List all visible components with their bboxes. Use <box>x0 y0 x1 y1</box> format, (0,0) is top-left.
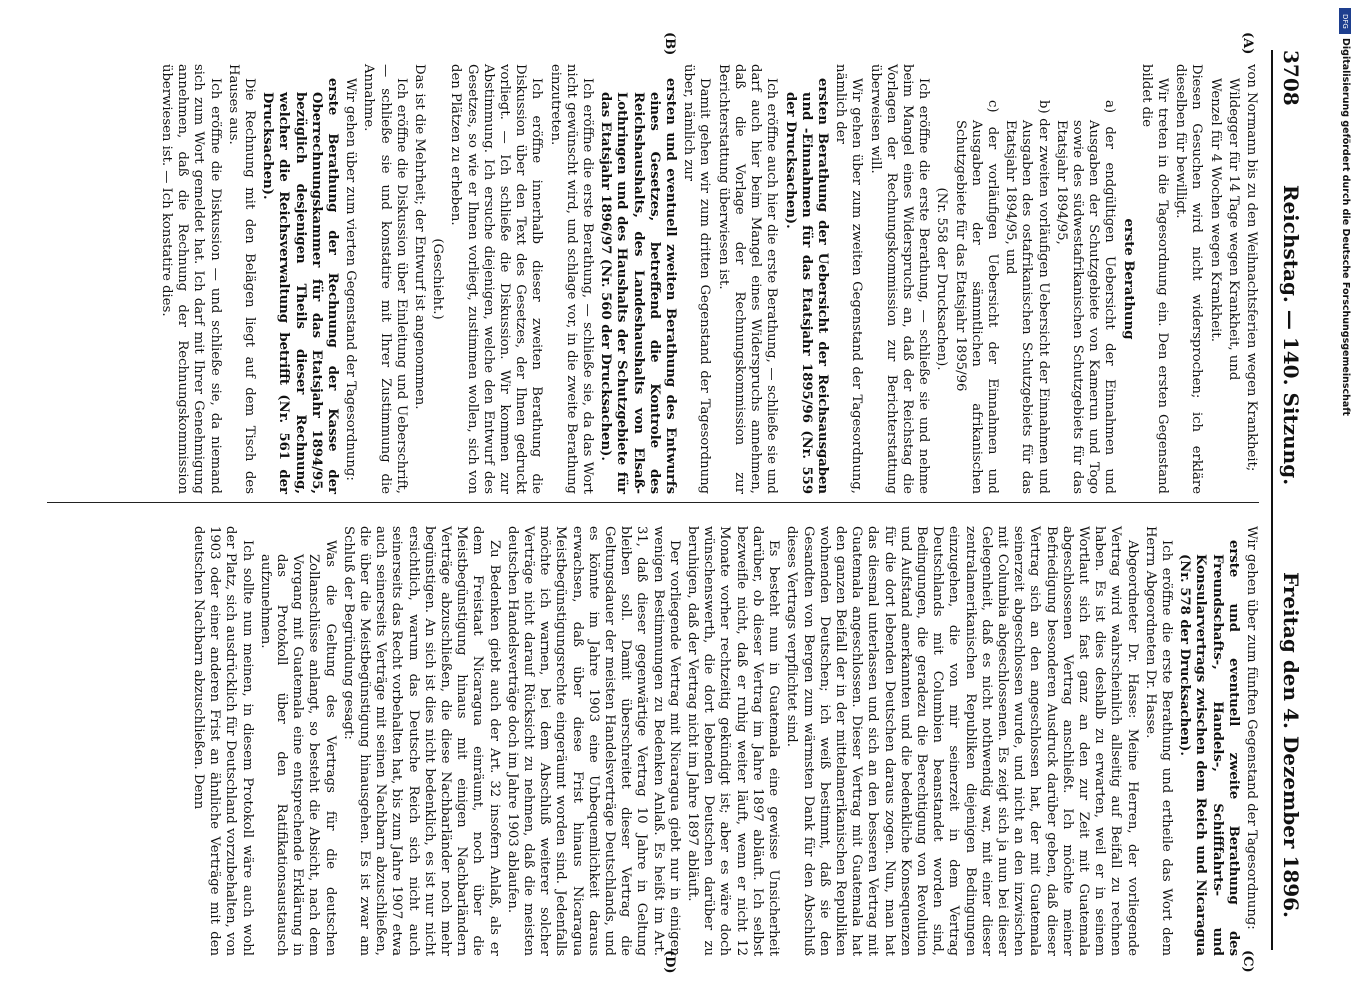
digitization-credit <box>1338 8 1352 992</box>
margin-mark-d: (D) <box>661 950 677 974</box>
paragraph: (Geschieht.) <box>429 238 445 320</box>
margin-mark-a: (A) <box>1239 32 1255 55</box>
paragraph: Ich eröffne die Diskussion — und schließe sie, da niemand sich zum Wort gemeldet hat. Ich darf mit Ihrer Genehmigung annehmen, daß die Rechnung der Rechnungskommission überwiesen ist. — Ich konstatire dies. <box>158 64 223 494</box>
document-page <box>17 20 1337 980</box>
agenda-heading: ersten und eventuell zweiten Berathung des Entwurfs eines Gesetzes, betreffend die Kontrole des Reichshaushalts, des Landeshaushalts von Elsaß-Lothringen und des Haushalts der Schutzgebiete für das Etatsjahr 1896/97 (Nr. 560 der Drucksachen). <box>597 78 678 494</box>
agenda-heading: erste Berathung der Rechnung der Kasse der Oberrechnungskammer für das Etatsjahr 1894/95, bezüglich desjenigen Theils dieser Rechnung, welcher die Reichsverwaltung betrifft (Nr. 561 der Drucksachen). <box>259 78 340 494</box>
paragraph: Ich eröffne die erste Berathung, — schließe sie und nehme beim Mangel eines Widerspruchs an, daß der Reichstag die Vorlagen der Rechnungskommission zur Berichterstattung überweisen will. <box>867 64 931 494</box>
paragraph: Ich sollte nun meinen, in diesem Protokoll wäre auch wohl der Platz, sich ausdrücklich für Deutschland vorzubehalten, von 1903 oder einer anderen Frist an ähnliche Verträge mit den deutschen Nachbarn abzuschließen. Denn <box>190 526 255 956</box>
margin-mark-c: (C) <box>1239 950 1255 973</box>
paragraph: Der vorliegende Vertrag mit Nicaragua giebt nur in einigen wenigen Bestimmungen zu Bedenken Anlaß. Es heißt im Art. 31, daß dieser gegenwärtige Vertrag 10 Jahre in Geltung bleiben soll. Damit überschreitet dieser Vertrag die Geltungsdauer der meisten Handelsverträge Deutschlands, und es könnte im Jahre 1903 eine Unbequemlichkeit daraus erwachsen, daß über diese Frist hinaus Nicaragua Meistbegünstigungsrechte eingeräumt worden sind. Jedenfalls möchte ich warnen, bei dem Abschluß weiterer solcher Verträge nicht darauf Rücksicht zu nehmen, daß die meisten deutschen Handelsverträge doch im Jahre 1903 ablaufen. <box>504 526 682 956</box>
agenda-item-a: a) der endgültigen Uebersicht der Einnahmen und Ausgaben der Schutzgebiete von Kamerun und Togo sowie des südwestafrikanischen Schutzgebiets für das Etatsjahr 1894/95, <box>1053 100 1117 494</box>
paragraph: Wir gehen über zum vierten Gegenstand der Tagesordnung: <box>342 78 358 481</box>
agenda-heading: erste und eventuell zweite Berathung des Freundschafts-, Handels-, Schifffahrts- und Konsularvertrags zwischen dem Reich und Nicaragua (Nr. 578 der Drucksachen). <box>1176 540 1241 956</box>
paragraph: von Normann bis zu den Weihnachtsferien wegen Krankheit; <box>1243 64 1259 472</box>
paragraph: Wenzel für 4 Wochen wegen Krankheit. <box>1207 78 1223 342</box>
agenda-heading: erste Berathung <box>1120 218 1136 340</box>
paragraph: Zu Bedenken giebt auch der Art. 32 insofern Anlaß, als er dem Freistaat Nicaragua einräumt, noch über die Meistbegünstigung hinaus mit einigen Nachbarländern Verträge abzuschließen, die diese Nachbarländer noch mehr begünstigen. An sich ist dies nicht bedenklich, es ist nur nicht ersichtlich, warum das Deutsche Reich sich nicht auch seinerseits das Recht vorbehalten hat, bis zum Jahre 1907 etwa auch seinerseits Verträge mit seinen Nachbarn abzuschließen, die über die Meistbegünstigung hinausgehen. Es ist zwar am Schluß der Begründung gesagt: <box>340 526 502 956</box>
header-right-date: Freitag den 4. Dezember 1896. <box>1278 571 1303 919</box>
credit-text: Digitalisierung gefördert durch die Deutsche Forschungsgemeinschaft <box>1340 38 1351 416</box>
page-header <box>1271 50 1319 950</box>
paragraph: Die Rechnung mit den Belägen liegt auf dem Tisch des Hauses aus. <box>225 64 257 494</box>
paragraph: Ich eröffne die erste Berathung und ertheile das Wort dem Herrn Abgeordneten Dr. Hasse. <box>1142 526 1174 956</box>
paragraph: Ich eröffne die Diskussion über Einleitung und Ueberschrift, — schließe sie und konstatire mit Ihrer Zustimmung die Annahme. <box>360 64 409 494</box>
page-number: 3708 <box>1278 50 1303 106</box>
paragraph: Es besteht nun in Guatemala eine gewisse Unsicherheit darüber, ob dieser Vertrag im Jahre 1897 abläuft. Ich selbst bezweifle nicht, daß er ruhig weiter läuft, wenn er nicht 12 Monate vorher rechtzeitig gekündigt ist; aber es wäre doch wünschenswerth, die dort lebenden Deutschen darüber zu beruhigen, daß der Vertrag nicht im Jahre 1897 abläuft. <box>684 526 781 956</box>
paragraph: Ich eröffne auch hier die erste Berathung, — schließe sie und darf auch hier beim Mangel eines Widerspruchs annehmen, daß die Vorlage der Rechnungskommission zur Berichterstattung überwiesen ist. <box>715 64 779 494</box>
paragraph: Ich eröffne innerhalb dieser zweiten Berathung die Diskussion über den Text des Gesetzes, der Ihnen gedruckt vorliegt. — Ich schließe die Diskussion. Wir kommen zur Abstimmung. Ich ersuche diejenigen, welche den Entwurf des Gesetzes, so wie er Ihnen vorliegt, zustimmen wollen, sich von den Plätzen zu erheben. <box>447 64 544 494</box>
paragraph: Wildegger für 14 Tage wegen Krankheit, und <box>1225 78 1241 381</box>
paragraph: Wir gehen über zum zweiten Gegenstand der Tagesordnung, nämlich der <box>832 64 864 494</box>
paragraph: (Nr. 558 der Drucksachen). <box>933 187 949 371</box>
agenda-item-c: c) der vorläufigen Uebersicht der Einnahmen und Ausgaben der sämmtlichen afrikanischen Schutzgebiete für das Etatsjahr 1895/96 <box>952 100 1000 494</box>
left-column <box>47 64 1259 494</box>
dfg-logo: DFG <box>1339 8 1351 34</box>
paragraph: Wir gehen über zum fünften Gegenstand der Tagesordnung: <box>1243 526 1259 930</box>
paragraph: Ich eröffne die erste Berathung, — schließe sie, da das Wort nicht gewünscht wird, und schlage vor, in die zweite Berathung einzutreten. <box>547 64 595 494</box>
margin-mark-b: (B) <box>661 32 677 56</box>
header-left-title: Reichstag. — 140. Sitzung. <box>1278 184 1303 486</box>
agenda-item-b: b) der zweiten vorläufigen Uebersicht der Einnahmen und Ausgaben des ostafrikanischen Schutzgebiets für das Etatsjahr 1894/95, und <box>1002 100 1051 494</box>
paragraph: Damit gehen wir zum dritten Gegenstand der Tagesordnung über, nämlich zur <box>680 64 712 494</box>
agenda-heading: ersten Berathung der Uebersicht der Reichsausgaben und -Einnahmen für das Etatsjahr 1895/96 (Nr. 559 der Drucksachen). <box>782 78 830 494</box>
right-column <box>47 526 1259 956</box>
column-divider <box>47 502 1259 503</box>
paragraph: Diesen Gesuchen wird nicht widersprochen; ich erkläre dieselben für bewilligt. <box>1172 64 1204 494</box>
quote-paragraph: Was die Geltung des Vertrags für die deutschen Zollanschlüsse anlangt, so besteht die Absicht, nach dem Vorgang mit Guatemala eine entsprechende Erklärung in das Protokoll über den Ratifikationsaustausch aufzunehmen. <box>257 540 338 956</box>
paragraph: Wir treten in die Tagesordnung ein. Den ersten Gegenstand bildet die <box>1138 64 1170 494</box>
paragraph: Das ist die Mehrheit; der Entwurf ist angenommen. <box>411 64 427 410</box>
speech-paragraph: Abgeordneter Dr. Hasse: Meine Herren, der vorliegende Vertrag wird wahrscheinlich allseitig auf Beifall zu rechnen haben. Es ist dies deshalb zu erwarten, weil er in seinem Wortlaut sich fast ganz an den zur Zeit mit Guatemala abgeschlossenen Vertrag anschließt. Ich möchte meiner Befriedigung besonderen Ausdruck darüber geben, daß dieser Vertrag sich an den angeschlossen hat, der mit Guatemala seinerzeit abgeschlossen wurde, und nicht an den inzwischen mit Columbia abgeschlossenen. Es zeigt sich ja nun bei dieser Gelegenheit, daß es nicht nothwendig war, mit einer dieser zentralamerikanischen Republiken diejenigen Bedingungen einzugehen, die von mir seinerzeit in dem Vertrag Deutschlands mit Columbien beanstandet worden sind, Bedingungen, die geradezu die Berechtigung von Revolution und Aufstand anerkannten und die bedenkliche Konsequenzen für die dort lebenden Deutschen daraus zogen. Nun, man hat das diesmal unterlassen und sich an den besseren Vertrag mit Guatemala angeschlossen. Dieser Vertrag mit Guatemala hat den ganzen Beifall der in der mittelamerikanischen Republiken wohnenden Deutschen; ich weiß bestimmt, daß sie den Gesandten von Bergen zum wärmsten Dank für den Abschluß dieses Vertrags verpflichtet sind. <box>783 526 1140 956</box>
